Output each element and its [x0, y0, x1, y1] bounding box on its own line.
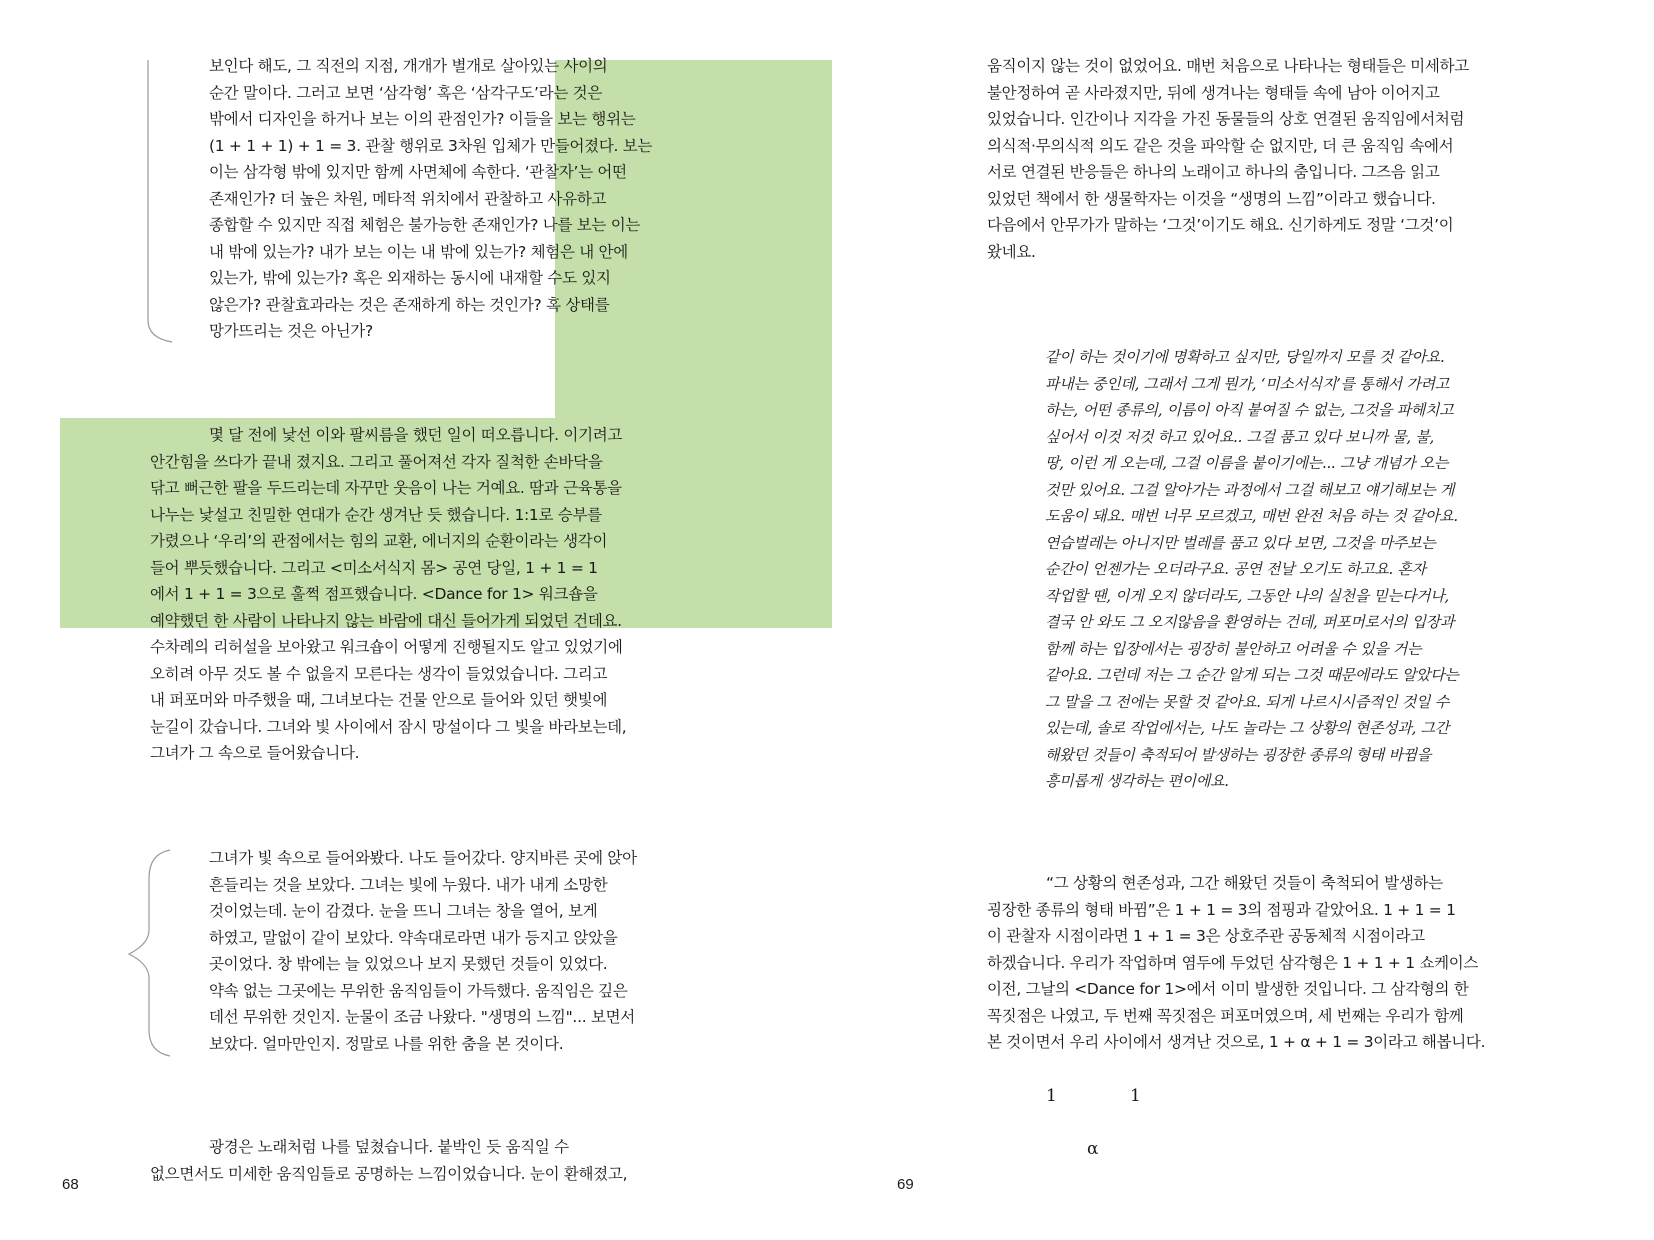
text-line: 보인다 해도, 그 직전의 지점, 개개가 별개로 살아있는 사이의 [209, 57, 608, 75]
text-line: (1 + 1 + 1) + 1 = 3. 관찰 행위로 3차원 입체가 만들어졌다. 보는 [209, 136, 653, 155]
text-line: 없으면서도 미세한 움직임들로 공명하는 느낌이었습니다. 눈이 환해졌고, [150, 1164, 628, 1183]
right-quote-block [1045, 344, 1459, 795]
text-line: 싶어서 이것 저것 하고 있어요.. 그걸 품고 있다 보니까 물, 불, [1045, 427, 1434, 446]
text-line: 하였고, 말없이 같이 보았다. 약속대로라면 내가 등지고 앉았을 [209, 928, 618, 947]
text-line: 내 밖에 있는가? 내가 보는 이는 내 밖에 있는가? 체험은 내 안에 [209, 242, 628, 261]
text-line: 있는가, 밖에 있는가? 혹은 외재하는 동시에 내재할 수도 있지 [209, 269, 611, 287]
text-line: 밖에서 디자인을 하거나 보는 이의 관점인가? 이들을 보는 행위는 [209, 110, 636, 128]
text-line: 예약했던 한 사람이 나타나지 않는 바람에 대신 들어가게 되었던 건데요. [150, 611, 622, 630]
text-line: 데선 무위한 것인지. 눈물이 조금 나왔다. "생명의 느낌"... 보면서 [209, 1008, 635, 1026]
text-line: 서로 연결된 반응들은 하나의 노래이고 하나의 춤입니다. 그즈음 읽고 [987, 163, 1440, 181]
text-line: 내 퍼포머와 마주했을 때, 그녀보다는 건물 안으로 들어와 있던 햇빛에 [150, 691, 608, 709]
text-line: 결국 안 와도 그 오지않음을 환영하는 건데, 퍼포머로서의 입장과 [1045, 613, 1455, 631]
text-line: 꼭짓점은 나였고, 두 번째 꼭짓점은 퍼포머였으며, 세 번째는 우리가 함께 [987, 1006, 1464, 1025]
text-line: “그 상황의 현존성과, 그간 해왔던 것들이 축척되어 발생하는 [1046, 874, 1443, 892]
text-line: 의식적·무의식적 의도 같은 것을 파악할 순 없지만, 더 큰 움직임 속에서 [987, 136, 1454, 155]
text-line: 도움이 돼요. 매번 너무 모르겠고, 매번 완전 처음 하는 것 같아요. [1045, 507, 1458, 525]
text-line: 작업할 땐, 이게 오지 않더라도, 그동안 나의 실천을 믿는다거나, [1045, 586, 1449, 605]
text-line: 파내는 중인데, 그래서 그게 뭔가, ‘미소서식지’를 통해서 가려고 [1045, 374, 1449, 393]
text-line: 수차례의 리허설을 보아왔고 워크숍이 어떻게 진행될지도 알고 있었기에 [150, 638, 623, 656]
left-block-2 [150, 422, 626, 767]
text-line: 움직이지 않는 것이 없었어요. 매번 처음으로 나타나는 형태들은 미세하고 [987, 57, 1469, 75]
text-line: 들어 뿌듯했습니다. 그리고 <미소서식지 몸> 공연 당일, 1 + 1 = 1 [150, 558, 598, 577]
left-block-1 [209, 53, 652, 345]
text-line: 보았다. 얼마만인지. 정말로 나를 위한 춤을 본 것이다. [209, 1034, 564, 1053]
text-line: 불안정하여 곧 사라졌지만, 뒤에 생겨나는 형태들 속에 남아 이어지고 [987, 83, 1440, 102]
brace-left-bottom [125, 848, 185, 1058]
text-line: 안간힘을 쓰다가 끝내 졌지요. 그리고 풀어져선 각자 질척한 손바닥을 [150, 452, 603, 471]
right-page [827, 0, 1654, 1240]
bracket-left-top [140, 60, 180, 350]
text-line: 광경은 노래처럼 나를 덮쳤습니다. 붙박인 듯 움직일 수 [209, 1138, 569, 1156]
text-line: 왔네요. [987, 242, 1036, 261]
text-line: 있는데, 솔로 작업에서는, 나도 놀라는 그 상황의 현존성과, 그간 [1045, 719, 1449, 737]
text-line: 망가뜨리는 것은 아닌가? [209, 322, 373, 340]
text-line: 하는, 어떤 종류의, 이름이 아직 붙여질 수 없는, 그것을 파헤치고 [1045, 401, 1454, 419]
text-line: 가렸으나 ‘우리’의 관점에서는 힘의 교환, 에너지의 순환이라는 생각이 [150, 532, 608, 550]
text-line: 약속 없는 그곳에는 무위한 움직임들이 가득했다. 움직임은 깊은 [209, 981, 628, 1000]
text-line: 하겠습니다. 우리가 작업하며 염두에 두었던 삼각형은 1 + 1 + 1 쇼케이스 [987, 953, 1479, 972]
text-line: 함께 하는 입장에서는 굉장히 불안하고 어려울 수 있을 거는 [1045, 639, 1422, 658]
text-line: 그녀가 그 속으로 들어왔습니다. [150, 744, 360, 762]
text-line: 않은가? 관찰효과라는 것은 존재하게 하는 것인가? 혹 상태를 [209, 295, 610, 314]
text-line: 닦고 뻐근한 팔을 두드리는데 자꾸만 웃음이 나는 거예요. 땀과 근육통을 [150, 479, 622, 497]
text-line: 있었습니다. 인간이나 지각을 가진 동물들의 상호 연결된 움직임에서처럼 [987, 110, 1465, 128]
page-number-right: 69 [897, 1176, 914, 1193]
text-line: 해왔던 것들이 축적되어 발생하는 굉장한 종류의 형태 바뀜을 [1045, 745, 1432, 764]
vertex-left-label: 1 [1046, 1086, 1057, 1106]
vertex-bottom-label: α [1087, 1139, 1099, 1159]
text-line: 이 관찰자 시점이라면 1 + 1 = 3은 상호주관 공동체적 시점이라고 [987, 927, 1425, 945]
text-line: 순간 말이다. 그러고 보면 ‘삼각형’ 혹은 ‘삼각구도’라는 것은 [209, 83, 603, 102]
text-line: 본 것이면서 우리 사이에서 생겨난 것으로, 1 + α + 1 = 3이라고 해봅니다. [987, 1033, 1486, 1051]
text-line: 것이었는데. 눈이 감겼다. 눈을 뜨니 그녀는 창을 열어, 보게 [209, 902, 598, 920]
page-number-left: 68 [62, 1176, 79, 1193]
right-block-1 [987, 53, 1469, 265]
text-line: 다음에서 안무가가 말하는 ‘그것’이기도 해요. 신기하게도 정말 ‘그것’이 [987, 216, 1454, 234]
text-line: 이는 삼각형 밖에 있지만 함께 사면체에 속한다. ‘관찰자’는 어떤 [209, 163, 627, 181]
text-line: 종합할 수 있지만 직접 체험은 불가능한 존재인가? 나를 보는 이는 [209, 216, 641, 234]
left-block-4 [150, 1134, 627, 1187]
text-line: 흔들리는 것을 보았다. 그녀는 빛에 누웠다. 내가 내게 소망한 [209, 875, 608, 894]
text-line: 에서 1 + 1 = 3으로 훌쩍 점프했습니다. <Dance for 1> 워크숍을 [150, 585, 598, 603]
text-line: 나누는 낯설고 친밀한 연대가 순간 생겨난 듯 했습니다. 1:1로 승부를 [150, 505, 602, 524]
text-line: 몇 달 전에 낯선 이와 팔씨름을 했던 일이 떠오릅니다. 이기려고 [209, 426, 623, 444]
text-line: 존재인가? 더 높은 차원, 메타적 위치에서 관찰하고 사유하고 [209, 189, 607, 208]
text-line: 있었던 책에서 한 생물학자는 이것을 “생명의 느낌”이라고 했습니다. [987, 189, 1436, 208]
text-line: 굉장한 종류의 형태 바뀜”은 1 + 1 = 3의 점핑과 같았어요. 1 + 1 = 1 [987, 900, 1456, 919]
vertex-right-label: 1 [1130, 1086, 1141, 1106]
text-line: 그 말을 그 전에는 못할 것 같아요. 되게 나르시시즘적인 것일 수 [1045, 692, 1449, 711]
text-line: 같이 하는 것이기에 명확하고 싶지만, 당일까지 모를 것 같아요. [1045, 348, 1445, 366]
text-line: 오히려 아무 것도 볼 수 없을지 모른다는 생각이 들었었습니다. 그리고 [150, 664, 608, 683]
text-line: 땅, 이런 게 오는데, 그걸 이름을 붙이기에는... 그냥 개념가 오는 [1045, 454, 1449, 472]
text-line: 그녀가 빛 속으로 들어와봤다. 나도 들어갔다. 양지바른 곳에 앉아 [209, 849, 637, 867]
left-block-3 [209, 845, 637, 1057]
text-line: 흥미롭게 생각하는 편이에요. [1045, 772, 1229, 790]
text-line: 곳이었다. 창 밖에는 늘 있었으나 보지 못했던 것들이 있었다. [209, 955, 608, 973]
text-line: 순간이 언젠가는 오더라구요. 공연 전날 오기도 하고요. 혼자 [1045, 560, 1426, 578]
text-line: 이전, 그날의 <Dance for 1>에서 이미 발생한 것입니다. 그 삼각형의 한 [987, 980, 1469, 998]
text-line: 눈길이 갔습니다. 그녀와 빛 사이에서 잠시 망설이다 그 빛을 바라보는데, [150, 717, 627, 736]
text-line: 같아요. 그런데 저는 그 순간 알게 되는 그것 때문에라도 알았다는 [1045, 666, 1459, 684]
right-block-3 [987, 870, 1485, 1056]
text-line: 연습벌레는 아니지만 벌레를 품고 있다 보면, 그것을 마주보는 [1045, 533, 1436, 552]
text-line: 것만 있어요. 그걸 알아가는 과정에서 그걸 해보고 얘기해보는 게 [1045, 480, 1455, 499]
